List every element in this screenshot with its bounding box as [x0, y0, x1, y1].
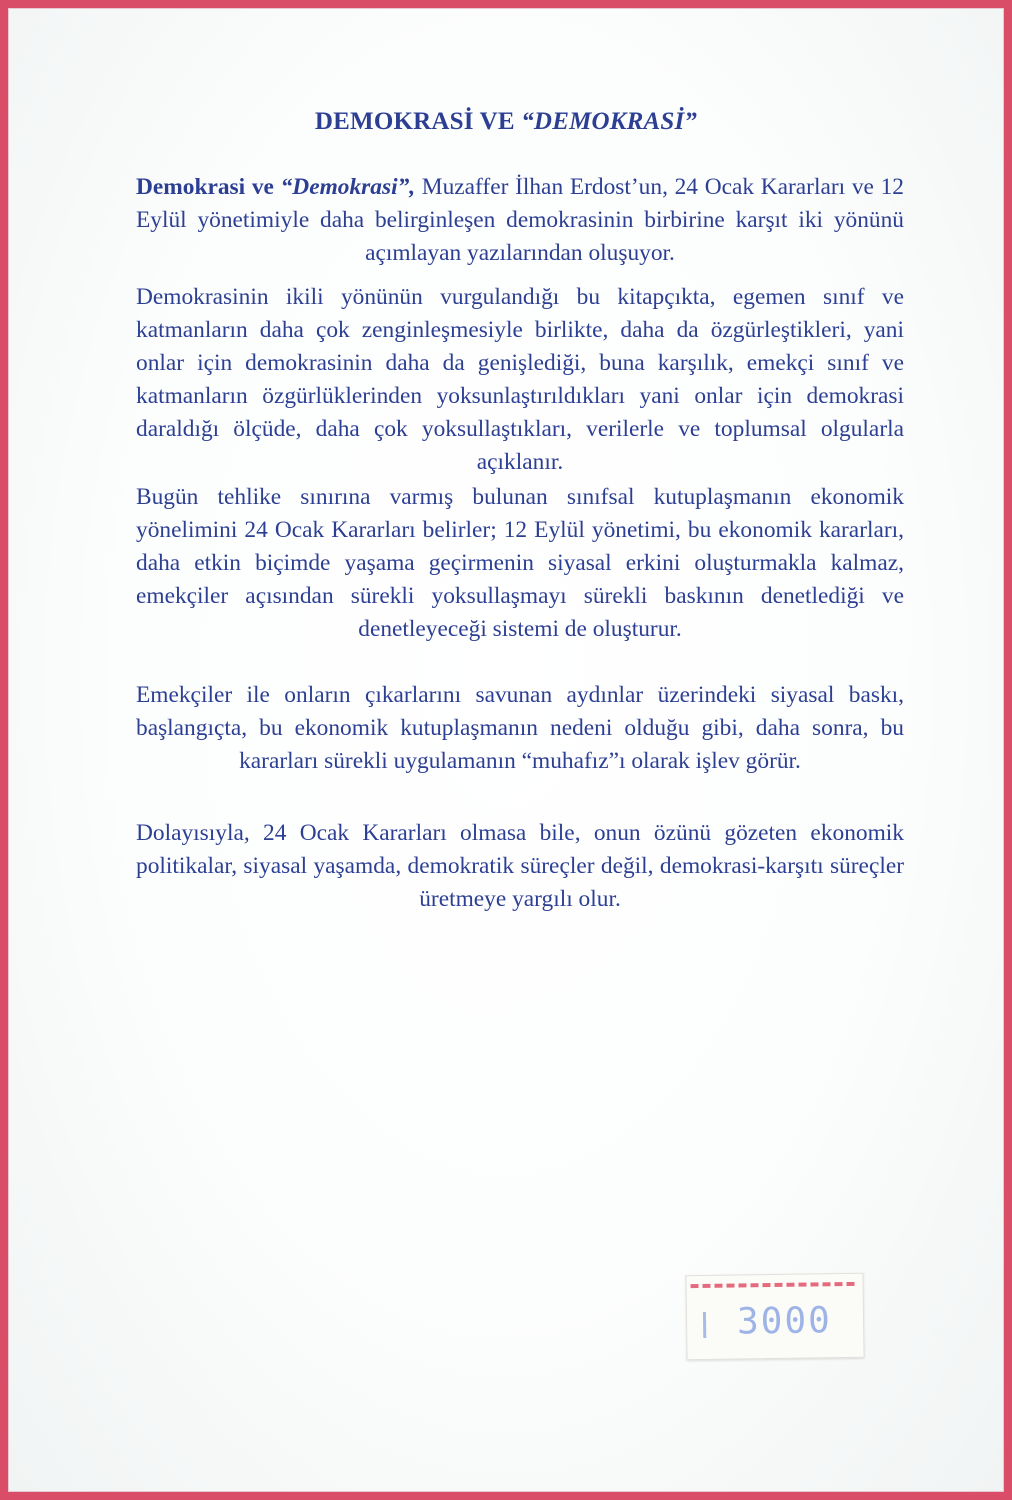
sticker-mark — [703, 1312, 706, 1338]
paragraph-3: Bugün tehlike sınırına varmış bulunan sınıfsal kutuplaşmanın ekonomik yönelimini 24 Ocak Kararları belirler; 12 Eylül yönetimi, bu ekonomik kararları, daha etkin biçimde yaşama geçirmenin siyasal erkini oluşturmakla kalmaz, emekçiler açısından sürekli yoksullaşmayı sürekli baskının denetlediği ve denetleyeceği sistemi de oluşturur. — [136, 484, 904, 642]
price-sticker — [685, 1273, 864, 1360]
price-value: 3000 — [736, 1300, 833, 1343]
title-regular: DEMOKRASİ VE — [314, 108, 522, 135]
intro-bold: Demokrasi ve — [136, 174, 281, 200]
title-italic: “DEMOKRASİ” — [521, 108, 698, 135]
paragraph-intro — [136, 171, 904, 270]
sticker-stripe — [691, 1282, 859, 1288]
cover-title — [0, 108, 1012, 136]
paragraph-2: Demokrasinin ikili yönünün vurgulandığı bu kitapçıkta, egemen sınıf ve katmanların daha çok zenginleşmesiyle birlikte, daha da özgürleştikleri, yani onlar için demokrasinin daha da genişlediği, buna karşılık, emekçi sınıf ve katmanların özgürlüklerinden yoksunlaştırıldıkları yani onlar için demokrasi daraldığı ölçüde, daha çok yoksullaştıkları, verilerle ve toplumsal olgularla açıklanır. — [136, 284, 904, 475]
paragraph-5: Dolayısıyla, 24 Ocak Kararları olmasa bile, onun özünü gözeten ekonomik politikalar, siyasal yaşamda, demokratik süreçler değil, demokrasi-karşıtı süreçler üretmeye yargılı olur. — [136, 820, 904, 912]
intro-bold-italic: “Demokrasi”, — [280, 174, 416, 200]
intro-text: Muzaffer İlhan Erdost’un, 24 Ocak Kararları ve 12 Eylül yönetimiyle daha belirginleşen demokrasinin birbirine karşıt iki yönünü açımlayan yazılarından oluşuyor. — [136, 174, 904, 266]
paragraph-4: Emekçiler ile onların çıkarlarını savunan aydınlar üzerindeki siyasal baskı, başlangıçta, bu ekonomik kutuplaşmanın nedeni olduğu gibi, daha sonra, bu kararları sürekli uygulamanın “muhafız”ı olarak işlev görür. — [136, 682, 904, 774]
